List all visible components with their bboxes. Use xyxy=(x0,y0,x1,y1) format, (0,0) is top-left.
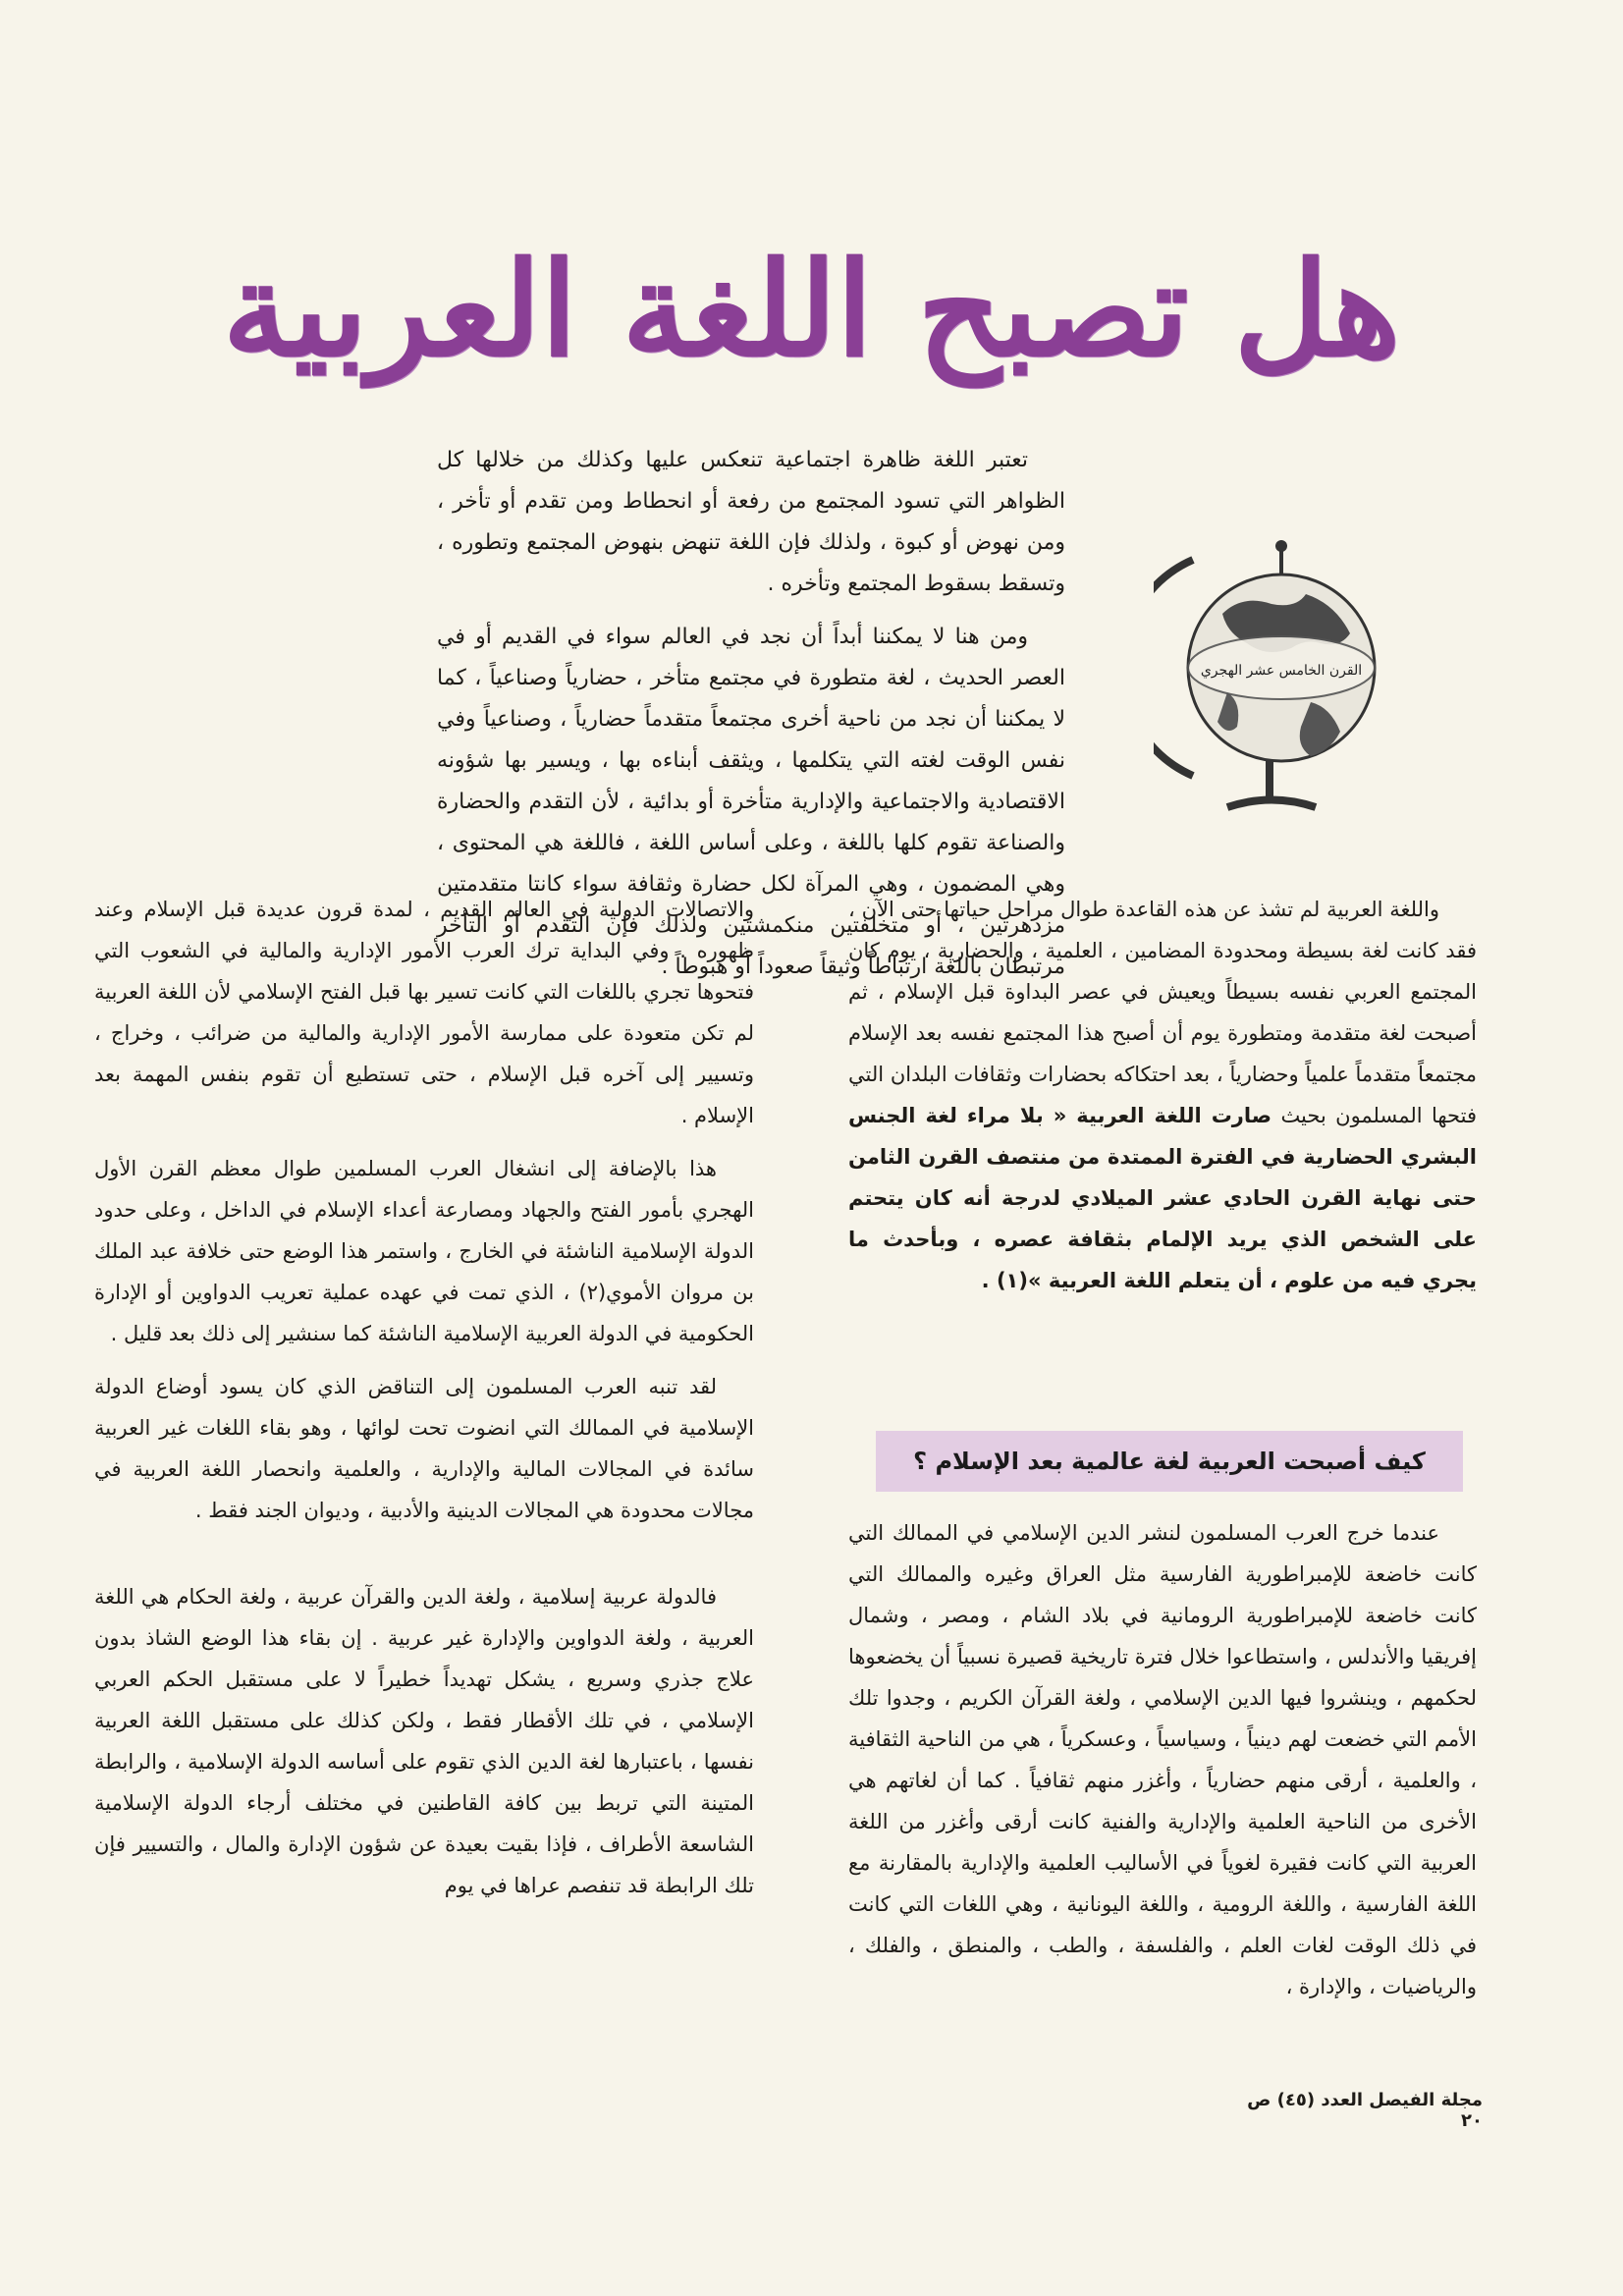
globe-illustration xyxy=(1154,520,1389,835)
left-paragraph-4: فالدولة عربية إسلامية ، ولغة الدين والقرآن عربية ، ولغة الحكام هي اللغة العربية ، ولغة الدواوين والإدارة غير عربية . إن بقاء هذا الوضع الشاذ بدون علاج جذري وسريع ، يشكل تهديداً خطيراً لا على مستقبل الحكم العربي الإسلامي ، في تلك الأقطار فقط ، ولكن كذلك على مستقبل اللغة العربية نفسها ، باعتبارها لغة الدين الذي تقوم على أساسه الدولة الإسلامية ، والرابطة المتينة التي تربط بين كافة القاطنين في مختلف أرجاء الدولة الإسلامية الشاسعة الأطراف ، فإذا بقيت بعيدة عن شؤون الإدارة والمال ، والتسيير فإن تلك الرابطة قد تنفصم عراها في يوم xyxy=(94,1585,754,1897)
globe-label: القرن الخامس عشر الهجري xyxy=(1200,663,1363,679)
section-heading: كيف أصبحت العربية لغة عالمية بعد الإسلام ؟ xyxy=(876,1431,1463,1492)
left-column xyxy=(94,889,754,1906)
left-paragraph-1: والاتصالات الدولية في العالم القديم ، لمدة قرون عديدة قبل الإسلام وعند ظهوره . وفي البداية ترك العرب الأمور الإدارية والمالية في الشعوب التي فتحوها تجري باللغات التي كانت تسير بها قبل الفتح الإسلامي لأن اللغة العربية لم تكن متعودة على ممارسة الأمور الإدارية والمالية من ضرائب ، وخراج ، وتسيير إلى آخره قبل الإسلام ، حتى تستطيع أن تقوم بنفس المهمة بعد الإسلام . xyxy=(94,898,754,1127)
left-paragraph-2: هذا بالإضافة إلى انشغال العرب المسلمين طوال معظم القرن الأول الهجري بأمور الفتح والجهاد ومصارعة أعداء الإسلام في الداخل ، وعلى حدود الدولة الإسلامية الناشئة في الخارج ، واستمر هذا الوضع حتى خلافة عبد الملك بن مروان الأموي(٢) ، الذي تمت في عهده عملية تعريب الدواوين أو الإدارة الحكومية في الدولة العربية الإسلامية الناشئة كما سنشير إلى ذلك بعد قليل . xyxy=(94,1157,755,1345)
right-paragraph-1-text: واللغة العربية لم تشذ عن هذه القاعدة طوال مراحل حياتها حتى الآن ، فقد كانت لغة بسيطة ومحدودة المضامين ، العلمية ، والحضارية ، يوم كان المجتمع العربي نفسه بسيطاً ويعيش في عصر البداوة قبل الإسلام ، ثم أصبحت لغة متقدمة ومتطورة يوم أن أصبح هذا المجتمع نفسه بعد الإسلام مجتمعاً متقدماً علمياً وحضارياً ، بعد احتكاكه بحضارات وثقافات البلدان التي فتحها المسلمون بحيث xyxy=(848,898,1477,1127)
right-column-continued xyxy=(848,1512,1477,2007)
article-title: هل تصبح اللغة العربية xyxy=(222,234,1401,387)
right-paragraph-1-highlight: صارت اللغة العربية « بلا مراء لغة الجنس البشري الحضارية في الفترة الممتدة من منتصف القرن الثامن حتى نهاية القرن الحادي عشر الميلادي لدرجة أنه كان يتحتم على الشخص الذي يريد الإلمام بثقافة عصره ، وبأحدث ما يجري فيه من علوم ، أن يتعلم اللغة العربية »(١) . xyxy=(848,1104,1477,1292)
right-paragraph-1 xyxy=(848,889,1477,1301)
intro-paragraph-2: ومن هنا لا يمكننا أبداً أن نجد في العالم سواء في القديم أو في العصر الحديث ، لغة متطورة في مجتمع متأخر ، حضارياً وصناعياً ، كما لا يمكننا أن نجد من ناحية أخرى مجتمعاً متقدماً حضارياً ، وصناعياً وفي نفس الوقت لغته التي يتكلمها ، ويثقف أبناءه بها ، ويسير بها شؤونه الاقتصادية والاجتماعية والإدارية متأخرة أو بدائية ، لأن التقدم والحضارة والصناعة تقوم كلها باللغة ، وعلى أساس اللغة ، فاللغة هي المحتوى ، وهي المضمون ، وهي المرآة لكل حضارة وثقافة سواء كانتا متقدمتين مزدهرتين ، أو متخلفتين منكمشتين ولذلك فإن التقدم أو التأخر مرتبطان باللغة ارتباطاً وثيقاً صعوداً أو هبوطاً . xyxy=(437,625,1065,979)
left-paragraph-3: لقد تنبه العرب المسلمون إلى التناقض الذي كان يسود أوضاع الدولة الإسلامية في الممالك التي انضوت تحت لوائها ، وهو بقاء اللغات غير العربية سائدة في المجالات المالية والإدارية ، والعلمية وانحصار اللغة العربية في مجالات محدودة هي المجالات الدينية والأدبية ، وديوان الجند فقط . xyxy=(94,1375,754,1522)
right-column xyxy=(848,889,1477,1301)
page-footer: مجلة الفيصل العدد (٤٥) ص ٢٠ xyxy=(1247,2090,1483,2131)
right-paragraph-2: عندما خرج العرب المسلمون لنشر الدين الإسلامي في الممالك التي كانت خاضعة للإمبراطورية الفارسية مثل العراق وغيره والممالك التي كانت خاضعة للإمبراطورية الرومانية في بلاد الشام ، ومصر ، وشمال إفريقيا والأندلس ، واستطاعوا خلال فترة تاريخية قصيرة نسبياً أن يخضعوها لحكمهم ، وينشروا فيها الدين الإسلامي ، ولغة القرآن الكريم ، وجدوا تلك الأمم التي خضعت لهم دينياً ، وسياسياً ، وعسكرياً ، هي من الناحية الثقافية ، والعلمية ، أرقى منهم حضارياً ، وأغزر منهم ثقافياً . كما أن لغاتهم هي الأخرى من الناحية العلمية والإدارية والفنية كانت أرقى وأغزر من اللغة العربية التي كانت فقيرة لغوياً في الأساليب العلمية والإدارية بالمقارنة مع اللغة الفارسية ، واللغة الرومية ، واللغة اليونانية ، وهي اللغات التي كانت في ذلك الوقت لغات العلم ، والفلسفة ، والطب ، والمنطق ، والفلك ، والرياضيات ، والإدارة ، xyxy=(848,1521,1477,1998)
intro-paragraph-1: تعتبر اللغة ظاهرة اجتماعية تنعكس عليها وكذلك من خلالها كل الظواهر التي تسود المجتمع من رفعة أو انحطاط ومن تقدم أو تأخر ، ومن نهوض أو كبوة ، ولذلك فإن اللغة تنهض بنهوض المجتمع وتطوره ، وتسقط بسقوط المجتمع وتأخره . xyxy=(437,448,1065,596)
